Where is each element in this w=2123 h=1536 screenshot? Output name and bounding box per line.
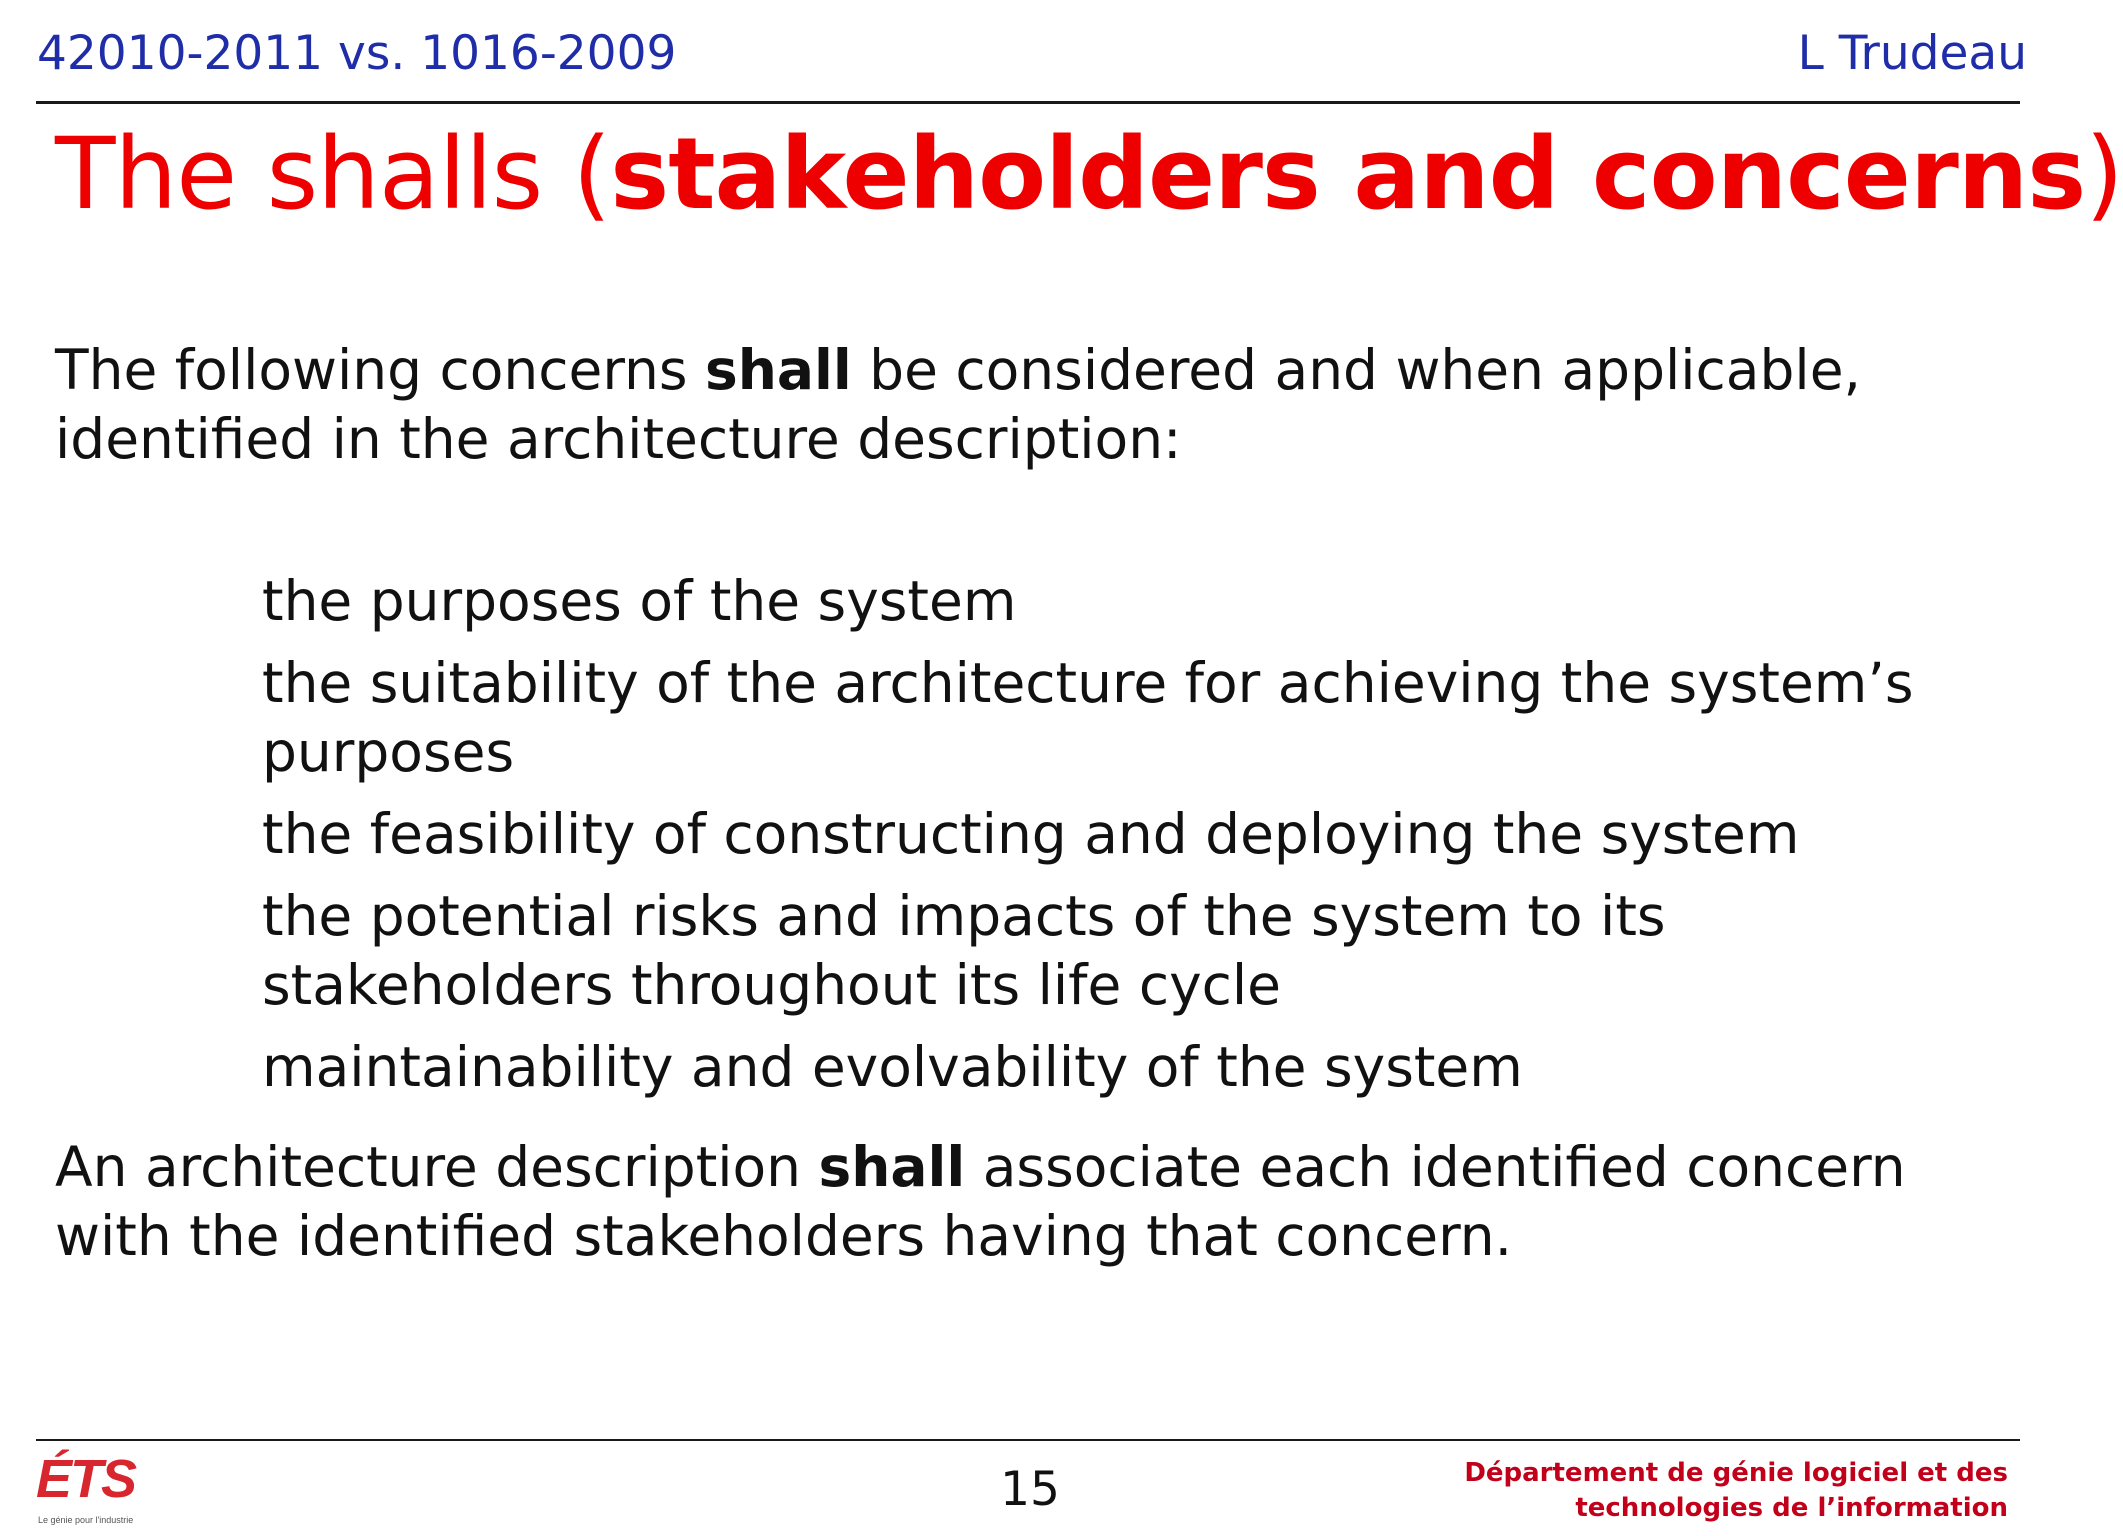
slide-title-plain: The shalls ( [55, 117, 611, 232]
closing-text-before: An architecture description [55, 1135, 819, 1199]
concerns-list [262, 567, 2022, 1115]
concern-item: the purposes of the system [262, 569, 1017, 633]
closing-shall: shall [818, 1135, 966, 1199]
closing-paragraph [55, 1133, 2015, 1271]
intro-shall: shall [704, 338, 852, 402]
header-author: L Trudeau [1797, 26, 2027, 81]
ets-logo-tagline: Le génie pour l'industrie [38, 1515, 134, 1525]
closing-text-after: associate each identified concern with the identified stakeholders having that concern. [55, 1135, 1906, 1268]
header-divider [36, 101, 2020, 104]
ets-logo [32, 1445, 162, 1530]
intro-paragraph [55, 336, 2015, 474]
footer-divider [36, 1439, 2020, 1441]
concern-item: the potential risks and impacts of the system to its stakeholders throughout its life cycle [262, 884, 1666, 1017]
slide-title-closing: ) [2085, 117, 2123, 232]
intro-text-after: be considered and when applicable, identified in the architecture description: [55, 338, 1862, 471]
slide-title-bold: stakeholders and concerns [610, 117, 2086, 232]
concern-item: the suitability of the architecture for achieving the system’s purposes [262, 651, 1914, 784]
ets-logo-mark: ÉTS [36, 1449, 136, 1509]
department-line-2: technologies de l’information [1575, 1493, 2008, 1523]
department-name [1464, 1456, 2008, 1526]
page-number: 15 [1000, 1462, 1060, 1517]
intro-text-before: The following concerns [55, 338, 705, 402]
department-line-1: Département de génie logiciel et des [1464, 1458, 2008, 1488]
header-course-code: 42010-2011 vs. 1016-2009 [37, 26, 677, 81]
slide-title [55, 118, 2123, 232]
concern-item: the feasibility of constructing and deploying the system [262, 802, 1800, 866]
concern-item: maintainability and evolvability of the system [262, 1035, 1523, 1099]
